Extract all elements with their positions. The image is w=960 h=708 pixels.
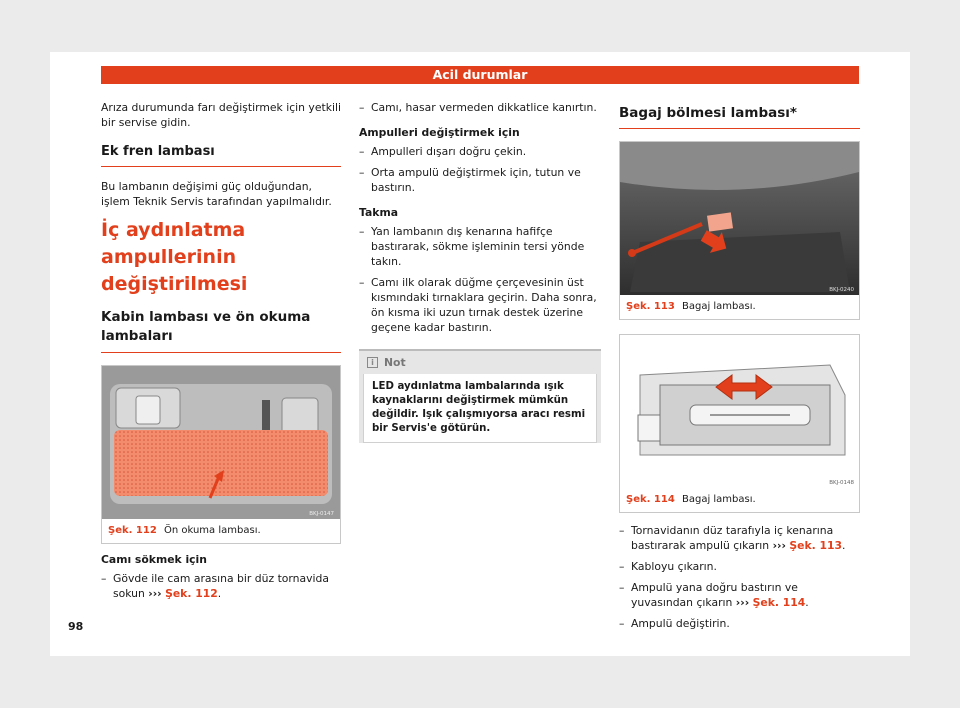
column-3: [619, 100, 860, 637]
main-heading: İç aydınlatma ampullerinin değiştirilmesi: [101, 219, 248, 295]
trunk-step-1-end: .: [842, 539, 846, 552]
remove-step-ref-link[interactable]: Şek. 112: [165, 587, 218, 600]
trunk-step-3-ref-link[interactable]: Şek. 114: [752, 596, 806, 609]
figure-112: [101, 365, 341, 544]
trunk-lamp-heading: Bagaj bölmesi lambası*: [619, 100, 860, 129]
remove-step-arrow: ›››: [148, 587, 162, 600]
reading-lamp-illustration: [102, 366, 340, 519]
bulbs-step-2: – Orta ampulü değiştirmek için, tutun ve bastırın.: [359, 165, 601, 195]
trunk-step-1-arrow: ›››: [772, 539, 786, 552]
trunk-lamp-bulb-illustration: [620, 335, 859, 488]
note-text: LED aydınlatma lambalarında ışık kaynaklarını değiştirmek mümkün değildir. Işık çalışmıyorsa aracı resmi bir Servis'e götürün.: [363, 374, 597, 443]
handbrake-heading: Ek fren lambası: [101, 138, 341, 167]
trunk-lamp-removal-illustration: [620, 142, 859, 295]
pry-step: – Camı, hasar vermeden dikkatlice kanırtın.: [359, 100, 601, 115]
fig112-code: BKJ-0147: [309, 511, 334, 517]
trunk-step-3-arrow: ›››: [735, 596, 750, 609]
trunk-step-3-end: .: [805, 596, 809, 609]
handbrake-text: Bu lambanın değişimi güç olduğundan, işlem Teknik Servis tarafından yapılmalıdır.: [101, 180, 332, 208]
trunk-step-1-ref-link[interactable]: Şek. 113: [789, 539, 843, 552]
remove-step-text: Gövde ile cam arasına bir düz tornavida sokun: [113, 572, 329, 600]
figure-114-caption: [620, 488, 859, 512]
bulbs-step-1: – Ampulleri dışarı doğru çekin.: [359, 144, 601, 159]
note-header: [359, 351, 601, 374]
remove-heading: Camı sökmek için: [101, 553, 207, 566]
remove-step-end: .: [217, 587, 222, 600]
figure-113-caption: [620, 295, 859, 319]
note-box: [359, 349, 601, 443]
figure-114-caption-text: Bagaj lambası.: [681, 494, 756, 505]
trunk-step-4: – Ampulü değiştirin.: [619, 616, 860, 631]
bulbs-heading: Ampulleri değiştirmek için: [359, 126, 520, 139]
install-heading: Takma: [359, 206, 398, 219]
column-2: [359, 100, 601, 447]
figure-113-caption-text: Bagaj lambası.: [681, 301, 756, 312]
trunk-step-1: [619, 523, 860, 553]
remove-step: [101, 571, 341, 601]
cabin-heading: Kabin lambası ve ön okuma lambaları: [101, 308, 341, 353]
trunk-step-2: – Kabloyu çıkarın.: [619, 559, 860, 574]
figure-112-caption-text: Ön okuma lambası.: [163, 525, 261, 536]
fig113-code: BKJ-0240: [829, 287, 854, 293]
figure-112-number: Şek. 112: [108, 525, 157, 536]
install-step-2: – Camı ilk olarak düğme çerçevesinin üst kısmındaki tırnaklara geçirin. Daha sonra, ön kısma iki uzun tırnak destek üzerine geçene kadar bastırın.: [359, 275, 601, 335]
figure-114: [619, 334, 860, 513]
fig114-code: BKJ-0148: [829, 480, 854, 486]
page-number: 98: [68, 620, 84, 633]
section-header: Acil durumlar: [101, 66, 859, 84]
intro-text: Arıza durumunda farı değiştirmek için yetkili bir servise gidin.: [101, 101, 341, 129]
column-1: [101, 100, 341, 607]
figure-113-number: Şek. 113: [626, 301, 675, 312]
note-title: Not: [384, 356, 406, 369]
figure-112-caption: [102, 519, 340, 543]
info-icon: i: [367, 357, 378, 368]
figure-113: [619, 141, 860, 320]
trunk-step-3: [619, 580, 860, 610]
figure-114-number: Şek. 114: [626, 494, 675, 505]
trunk-step-3-text: Ampulü yana doğru bastırın ve yuvasından çıkarın: [631, 581, 798, 609]
install-step-1: – Yan lambanın dış kenarına hafifçe bastırarak, sökme işleminin tersi yönde takın.: [359, 224, 601, 269]
trunk-step-1-text: Tornavidanın düz tarafıyla iç kenarına bastırarak ampulü çıkarın: [631, 524, 834, 552]
